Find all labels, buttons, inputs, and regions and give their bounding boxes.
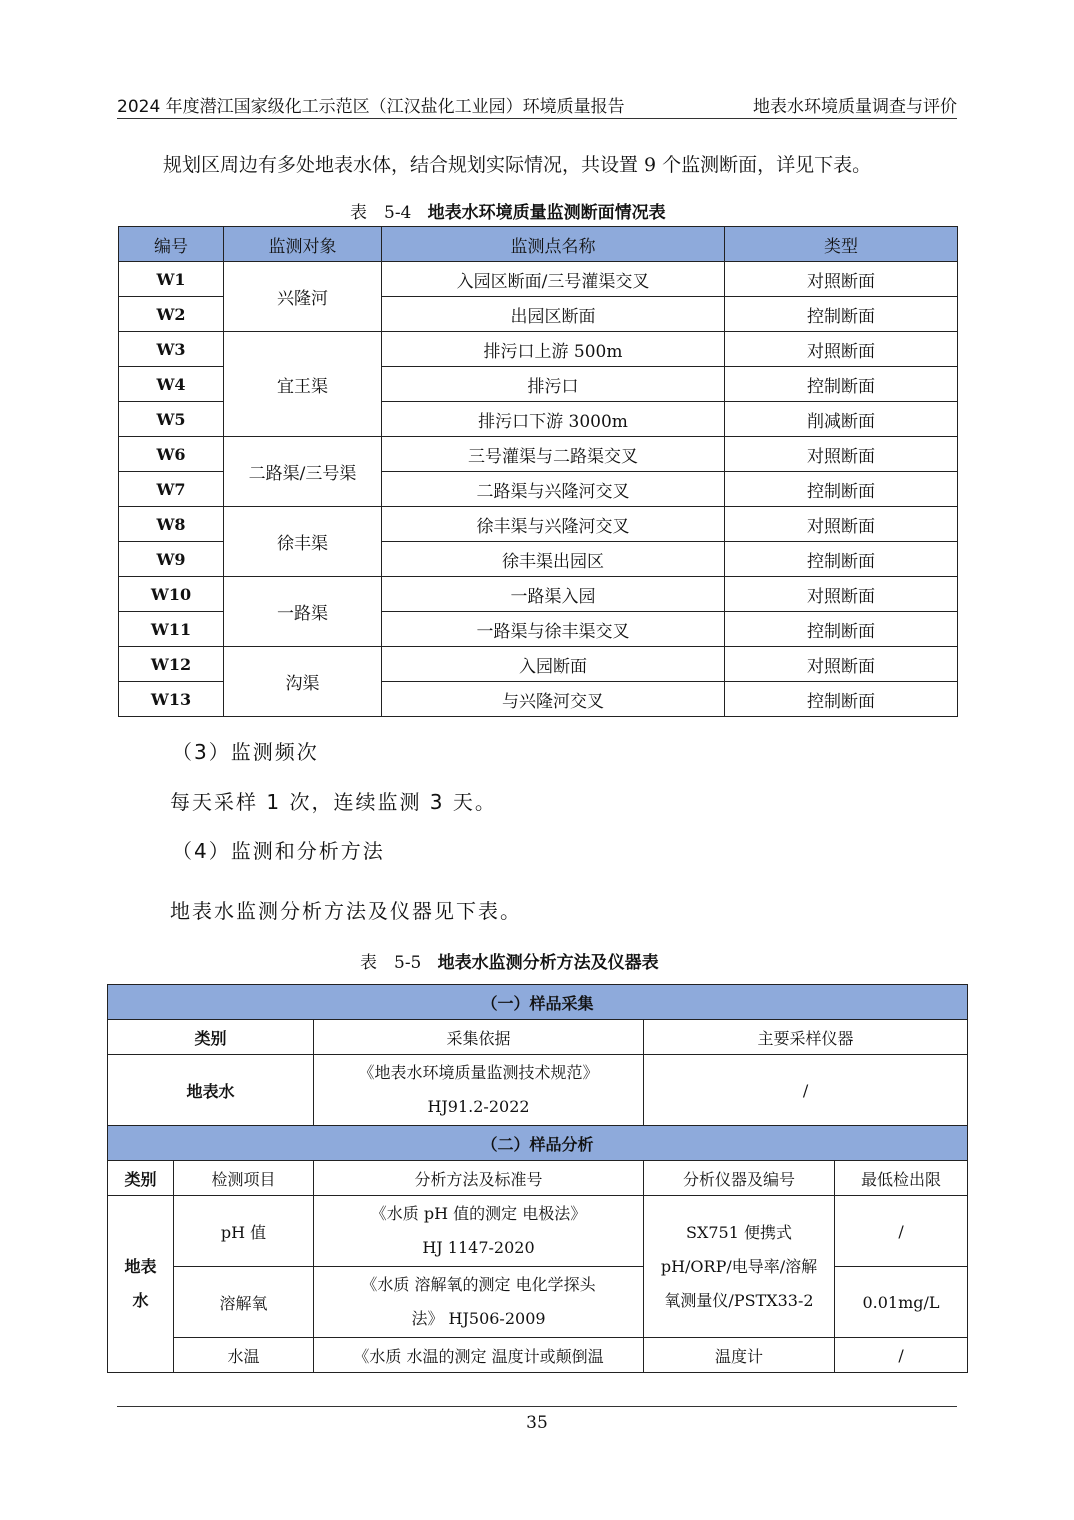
band-row — [108, 1126, 968, 1161]
table-row — [119, 332, 958, 367]
row-type: 对照断面 — [725, 577, 958, 612]
row-point: 二路渠与兴隆河交叉 — [382, 472, 725, 507]
analysis-methods-table — [107, 984, 968, 1373]
row-point: 三号灌渠与二路渠交叉 — [382, 437, 725, 472]
item-method-line1: 《水质 pH 值的测定 电极法》 — [370, 1204, 587, 1223]
table-row — [108, 1055, 968, 1126]
table-header-row — [108, 1161, 968, 1196]
item-name: 溶解氧 — [174, 1267, 314, 1338]
instrument-line3: 氧测量仪/PSTX33-2 — [664, 1290, 814, 1310]
table2-caption-title: 地表水监测分析方法及仪器表 — [437, 953, 659, 973]
table2-caption-number: 表 5-5 — [360, 953, 422, 973]
row-type: 控制断面 — [725, 297, 958, 332]
item-method-line2: HJ 1147-2020 — [422, 1238, 535, 1257]
section4-title: （4）监测和分析方法 — [172, 839, 385, 863]
row-object: 一路渠 — [224, 577, 382, 647]
row-id: W6 — [119, 437, 224, 472]
table2-caption — [360, 948, 659, 973]
monitoring-sections-table — [118, 226, 958, 717]
item-name: 水温 — [174, 1338, 314, 1373]
row-type: 对照断面 — [725, 332, 958, 367]
row-id: W10 — [119, 577, 224, 612]
row-type: 对照断面 — [725, 647, 958, 682]
row-id: W7 — [119, 472, 224, 507]
row-object: 徐丰渠 — [224, 507, 382, 577]
instrument-line1: SX751 便携式 — [686, 1222, 792, 1242]
header-basis: 采集依据 — [314, 1020, 644, 1055]
header-analysis-instrument: 分析仪器及编号 — [644, 1161, 835, 1196]
row-type: 控制断面 — [725, 682, 958, 717]
row-id: W3 — [119, 332, 224, 367]
table-row — [119, 262, 958, 297]
row-type: 控制断面 — [725, 367, 958, 402]
row-point: 一路渠入园 — [382, 577, 725, 612]
item-method-line1: 《水质 溶解氧的测定 电化学探头 — [361, 1275, 596, 1294]
header-object: 监测对象 — [224, 227, 382, 262]
table-row — [119, 507, 958, 542]
row-point: 徐丰渠出园区 — [382, 542, 725, 577]
row-point: 一路渠与徐丰渠交叉 — [382, 612, 725, 647]
row-id: W8 — [119, 507, 224, 542]
row-type: 对照断面 — [725, 262, 958, 297]
collect-category: 地表水 — [108, 1055, 314, 1126]
row-type: 削减断面 — [725, 402, 958, 437]
row-type: 控制断面 — [725, 542, 958, 577]
table-row — [108, 1196, 968, 1267]
page-header — [117, 90, 957, 119]
footer-divider — [117, 1406, 957, 1407]
item-method: 《水质 水温的测定 温度计或颠倒温 — [314, 1338, 644, 1373]
instrument-line2: pH/ORP/电导率/溶解 — [660, 1256, 818, 1276]
table1-caption — [350, 198, 666, 223]
item-method — [314, 1196, 644, 1267]
row-object: 二路渠/三号渠 — [224, 437, 382, 507]
section4-body: 地表水监测分析方法及仪器见下表。 — [170, 899, 522, 923]
header-category: 类别 — [108, 1161, 174, 1196]
collect-basis-line1: 《地表水环境质量监测技术规范》 — [358, 1063, 599, 1082]
row-id: W12 — [119, 647, 224, 682]
table-header-row — [119, 227, 958, 262]
header-detection-limit: 最低检出限 — [835, 1161, 968, 1196]
row-point: 入园断面 — [382, 647, 725, 682]
header-item: 检测项目 — [174, 1161, 314, 1196]
row-id: W5 — [119, 402, 224, 437]
row-point: 出园区断面 — [382, 297, 725, 332]
table-row — [108, 1267, 968, 1338]
header-method: 分析方法及标准号 — [314, 1161, 644, 1196]
table-row — [119, 437, 958, 472]
row-type: 对照断面 — [725, 437, 958, 472]
item-method — [314, 1267, 644, 1338]
row-id: W4 — [119, 367, 224, 402]
item-limit: 0.01mg/L — [835, 1267, 968, 1338]
table1-caption-title: 地表水环境质量监测断面情况表 — [427, 203, 666, 223]
row-point: 排污口上游 500m — [382, 332, 725, 367]
row-point: 入园区断面/三号灌渠交叉 — [382, 262, 725, 297]
band-sample-collection: （一）样品采集 — [108, 985, 968, 1020]
item-name: pH 值 — [174, 1196, 314, 1267]
analysis-category-text: 地表水 — [124, 1257, 157, 1310]
table-row — [119, 647, 958, 682]
header-sampling-instrument: 主要采样仪器 — [644, 1020, 968, 1055]
band-row — [108, 985, 968, 1020]
row-id: W11 — [119, 612, 224, 647]
chapter-title: 地表水环境质量调查与评价 — [753, 97, 957, 117]
collect-basis — [314, 1055, 644, 1126]
header-category: 类别 — [108, 1020, 314, 1055]
row-point: 与兴隆河交叉 — [382, 682, 725, 717]
intro-paragraph: 规划区周边有多处地表水体，结合规划实际情况，共设置 9 个监测断面，详见下表。 — [163, 154, 872, 176]
shared-instrument — [644, 1196, 835, 1338]
report-title: 2024 年度潜江国家级化工示范区（江汉盐化工业园）环境质量报告 — [117, 97, 625, 117]
row-type: 对照断面 — [725, 507, 958, 542]
row-id: W9 — [119, 542, 224, 577]
row-point: 排污口 — [382, 367, 725, 402]
row-id: W13 — [119, 682, 224, 717]
collect-instrument: / — [644, 1055, 968, 1126]
header-point: 监测点名称 — [382, 227, 725, 262]
row-type: 控制断面 — [725, 612, 958, 647]
table-row — [108, 1338, 968, 1373]
table1-caption-number: 表 5-4 — [350, 203, 412, 223]
table-header-row — [108, 1020, 968, 1055]
header-type: 类型 — [725, 227, 958, 262]
header-id: 编号 — [119, 227, 224, 262]
page-number: 35 — [526, 1413, 548, 1433]
item-method-line2: 法》 HJ506-2009 — [411, 1309, 546, 1328]
item-limit: / — [835, 1338, 968, 1373]
row-type: 控制断面 — [725, 472, 958, 507]
row-object: 宜王渠 — [224, 332, 382, 437]
item-instrument: 温度计 — [644, 1338, 835, 1373]
row-id: W2 — [119, 297, 224, 332]
collect-basis-line2: HJ91.2-2022 — [427, 1097, 530, 1116]
analysis-category — [108, 1196, 174, 1373]
row-object: 兴隆河 — [224, 262, 382, 332]
row-id: W1 — [119, 262, 224, 297]
section3-body: 每天采样 1 次，连续监测 3 天。 — [170, 790, 497, 814]
item-limit: / — [835, 1196, 968, 1267]
row-point: 排污口下游 3000m — [382, 402, 725, 437]
section3-title: （3）监测频次 — [172, 740, 319, 764]
band-sample-analysis: （二）样品分析 — [108, 1126, 968, 1161]
row-object: 沟渠 — [224, 647, 382, 717]
table-row — [119, 577, 958, 612]
row-point: 徐丰渠与兴隆河交叉 — [382, 507, 725, 542]
